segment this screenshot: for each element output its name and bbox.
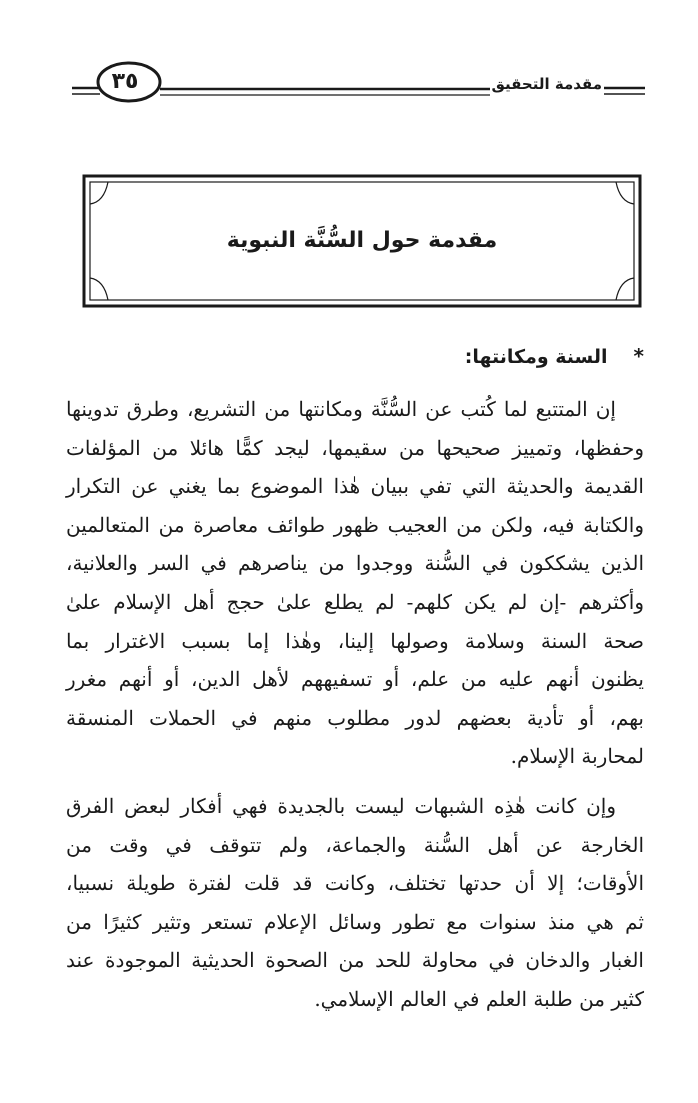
text-line: والكتابة فيه، ولكن من العجيب ظهور طوائف معاصرة من المتعالمين: [66, 512, 644, 537]
text-line: الخارجة عن أهل السُّنة والجماعة، ولم تتوقف في وقت من: [66, 832, 644, 857]
text-line: وحفظها، وتمييز صحيحها من سقيمها، ليجد كمًّا هائلا من المؤلفات: [66, 435, 644, 460]
text-line: الذين يشككون في السُّنة ووجدوا من يناصرهم في السر والعلانية،: [66, 551, 644, 576]
text-line: ثم هي منذ سنوات مع تطور وسائل الإعلام تستعر وتثير كثيرًا من: [66, 909, 644, 934]
text-line: إن المتتبع لما كُتب عن السُّنَّة ومكانتها من التشريع، وطرق تدوينها: [66, 397, 616, 421]
text-line: الغبار والدخان في محاولة للحد من الصحوة الحديثية الموجودة عند: [66, 948, 644, 973]
text-line: كثير من طلبة العلم في العالم الإسلامي.: [314, 986, 644, 1011]
paragraph-gap: [66, 776, 644, 787]
running-title: مقدمة التحقيق: [491, 75, 602, 93]
text-line: القديمة والحديثة التي تفي ببيان هٰذا الموضوع بما يغني عن التكرار: [66, 474, 644, 499]
section-heading-text: السنة ومكانتها:: [464, 346, 608, 368]
text-line: وأكثرهم -إن لم يكن كلهم- لم يطلع علىٰ حجج أهل الإسلام علىٰ: [66, 589, 644, 614]
text-line: لمحاربة الإسلام.: [510, 744, 644, 769]
paragraph: [66, 390, 644, 776]
text-line: صحة السنة وسلامة وصولها إلينا، وهٰذا إما بسبب الاغترار بما: [66, 628, 644, 653]
header-ornament: [0, 0, 698, 120]
body-text: [66, 390, 644, 1019]
asterisk-marker-icon: *: [633, 344, 644, 368]
page-number: ٣٥: [111, 69, 139, 94]
text-line: بهم، أو تأدية بعضهم لدور مطلوب منهم في الحملات المنسقة: [66, 705, 644, 730]
section-heading: [64, 338, 644, 375]
paragraph: [66, 787, 644, 1019]
chapter-title-frame: [82, 174, 642, 308]
text-line: الأوقات؛ إلا أن حدتها تختلف، وكانت قد قلت لفترة طويلة نسبيا،: [66, 871, 644, 896]
text-line: وإن كانت هٰذِه الشبهات ليست بالجديدة فهي أفكار لبعض الفرق: [66, 793, 616, 818]
chapter-title: مقدمة حول السُّنَّة النبوية: [226, 228, 498, 253]
page-header: [0, 0, 698, 120]
text-line: يظنون أنهم عليه من علم، أو تسفيههم لأهل الدين، أو أنهم مغرر: [66, 667, 644, 692]
